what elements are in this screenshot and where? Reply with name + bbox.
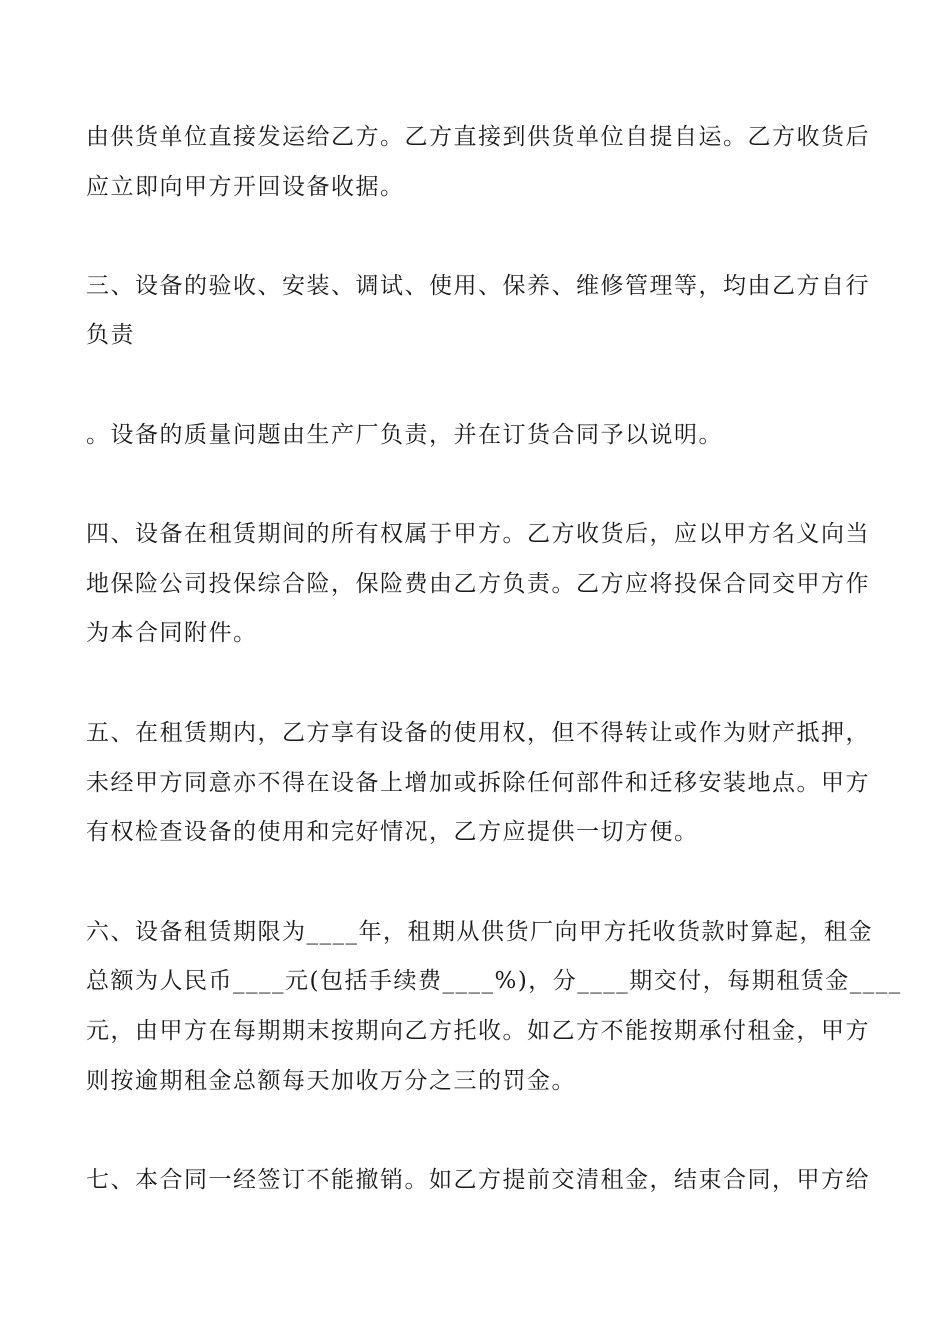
text-line: 七、本合同一经签订不能撤销。如乙方提前交清租金，结束合同，甲方给 xyxy=(86,1167,870,1193)
text-line: 地保险公司投保综合险，保险费由乙方负责。乙方应将投保合同交甲方作 xyxy=(86,571,870,597)
text-line: 有权检查设备的使用和完好情况，乙方应提供一切方便。 xyxy=(86,819,699,845)
text-line: 三、设备的验收、安装、调试、使用、保养、维修管理等，均由乙方自行 xyxy=(86,273,870,299)
text-line: 五、在租赁期内，乙方享有设备的使用权，但不得转让或作为财产抵押， xyxy=(86,720,870,746)
text-line: 总额为人民币____元(包括手续费____%)，分____期交付，每期租赁金____ xyxy=(86,968,902,994)
text-line: 则按逾期租金总额每天加收万分之三的罚金。 xyxy=(86,1068,576,1094)
text-line: 。设备的质量问题由生产厂负责，并在订货合同予以说明。 xyxy=(86,422,723,448)
text-line: 应立即向甲方开回设备收据。 xyxy=(86,174,405,200)
text-line: 由供货单位直接发运给乙方。乙方直接到供货单位自提自运。乙方收货后 xyxy=(86,124,870,150)
text-line: 为本合同附件。 xyxy=(86,620,258,646)
text-line: 元，由甲方在每期期末按期向乙方托收。如乙方不能按期承付租金，甲方 xyxy=(86,1018,870,1044)
text-line: 负责 xyxy=(86,322,135,348)
text-line: 未经甲方同意亦不得在设备上增加或拆除任何部件和迁移安装地点。甲方 xyxy=(86,770,870,796)
text-line: 六、设备租赁期限为____年，租期从供货厂向甲方托收货款时算起，租金 xyxy=(86,919,873,945)
text-line: 四、设备在租赁期间的所有权属于甲方。乙方收货后，应以甲方名义向当 xyxy=(86,521,870,547)
